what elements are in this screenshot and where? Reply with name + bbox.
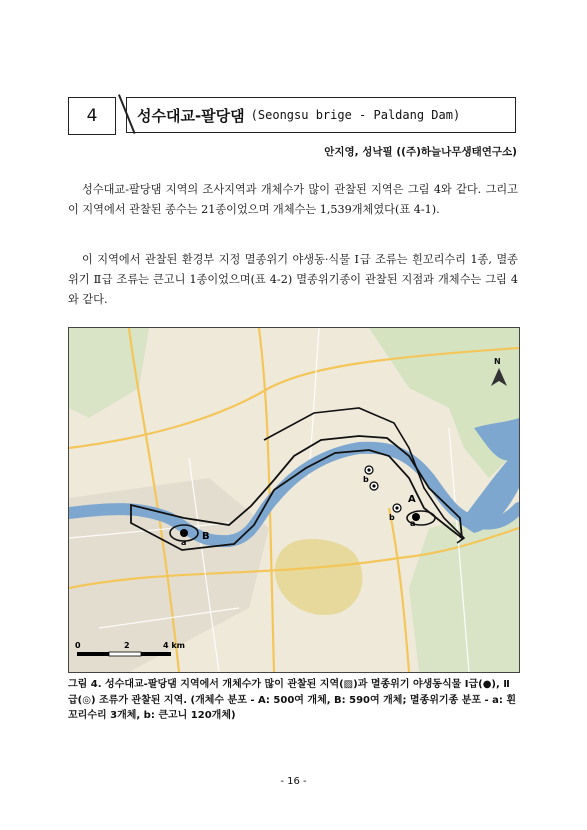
section-header [68,97,518,135]
eagle-marker-a [180,529,188,537]
scale-2: 2 [124,641,130,650]
section-title-ko: 성수대교-팔당댐 [137,106,245,125]
label-A: A [408,494,416,505]
figure-caption: 그림 4. 성수대교-팔당댐 지역에서 개체수가 많이 관찰된 지역(▨)과 멸종위기 야생동식물 Ⅰ급(●), Ⅱ급(◎) 조류가 관찰된 지역. (개체수 분포 - A: 500여 개체, B: 590여 개체; 멸종위기종 분포 - a: 흰꼬리수리 3개체, b: 큰고니 120개체) [68,679,517,721]
scale-0: 0 [75,641,81,650]
figure-map [68,327,520,673]
label-a-east: a [410,519,416,528]
scale-4km: 4 km [163,641,186,650]
page-number: - 16 - [280,776,307,787]
north-label: N [494,357,501,366]
section-number: 4 [68,97,116,135]
section-title [126,97,516,133]
label-B: B [202,531,210,542]
map-svg [69,328,519,672]
label-b-2: b [389,513,395,522]
section-title-en: (Seongsu brige - Paldang Dam) [250,108,461,122]
paragraph-2: 이 지역에서 관찰된 환경부 지정 멸종위기 야생동·식물 Ⅰ급 조류는 흰꼬리수리 1종, 멸종위기 Ⅱ급 조류는 큰고니 1종이었으며(표 4-2) 멸종위기종이 관찰된 지점과 개체수는 그림 4와 같다. [68,253,518,306]
label-b-1: b [363,475,369,484]
authors: 안지영, 성낙필 ((주)하늘나무생태연구소) [324,146,517,158]
paragraph-1: 성수대교-팔당댐 지역의 조사지역과 개체수가 많이 관찰된 지역은 그림 4와 같다. 그리고 이 지역에서 관찰된 종수는 21종이었으며 개체수는 1,539개체였다(표 4-1). [68,183,518,216]
label-a-west: a [181,538,187,547]
